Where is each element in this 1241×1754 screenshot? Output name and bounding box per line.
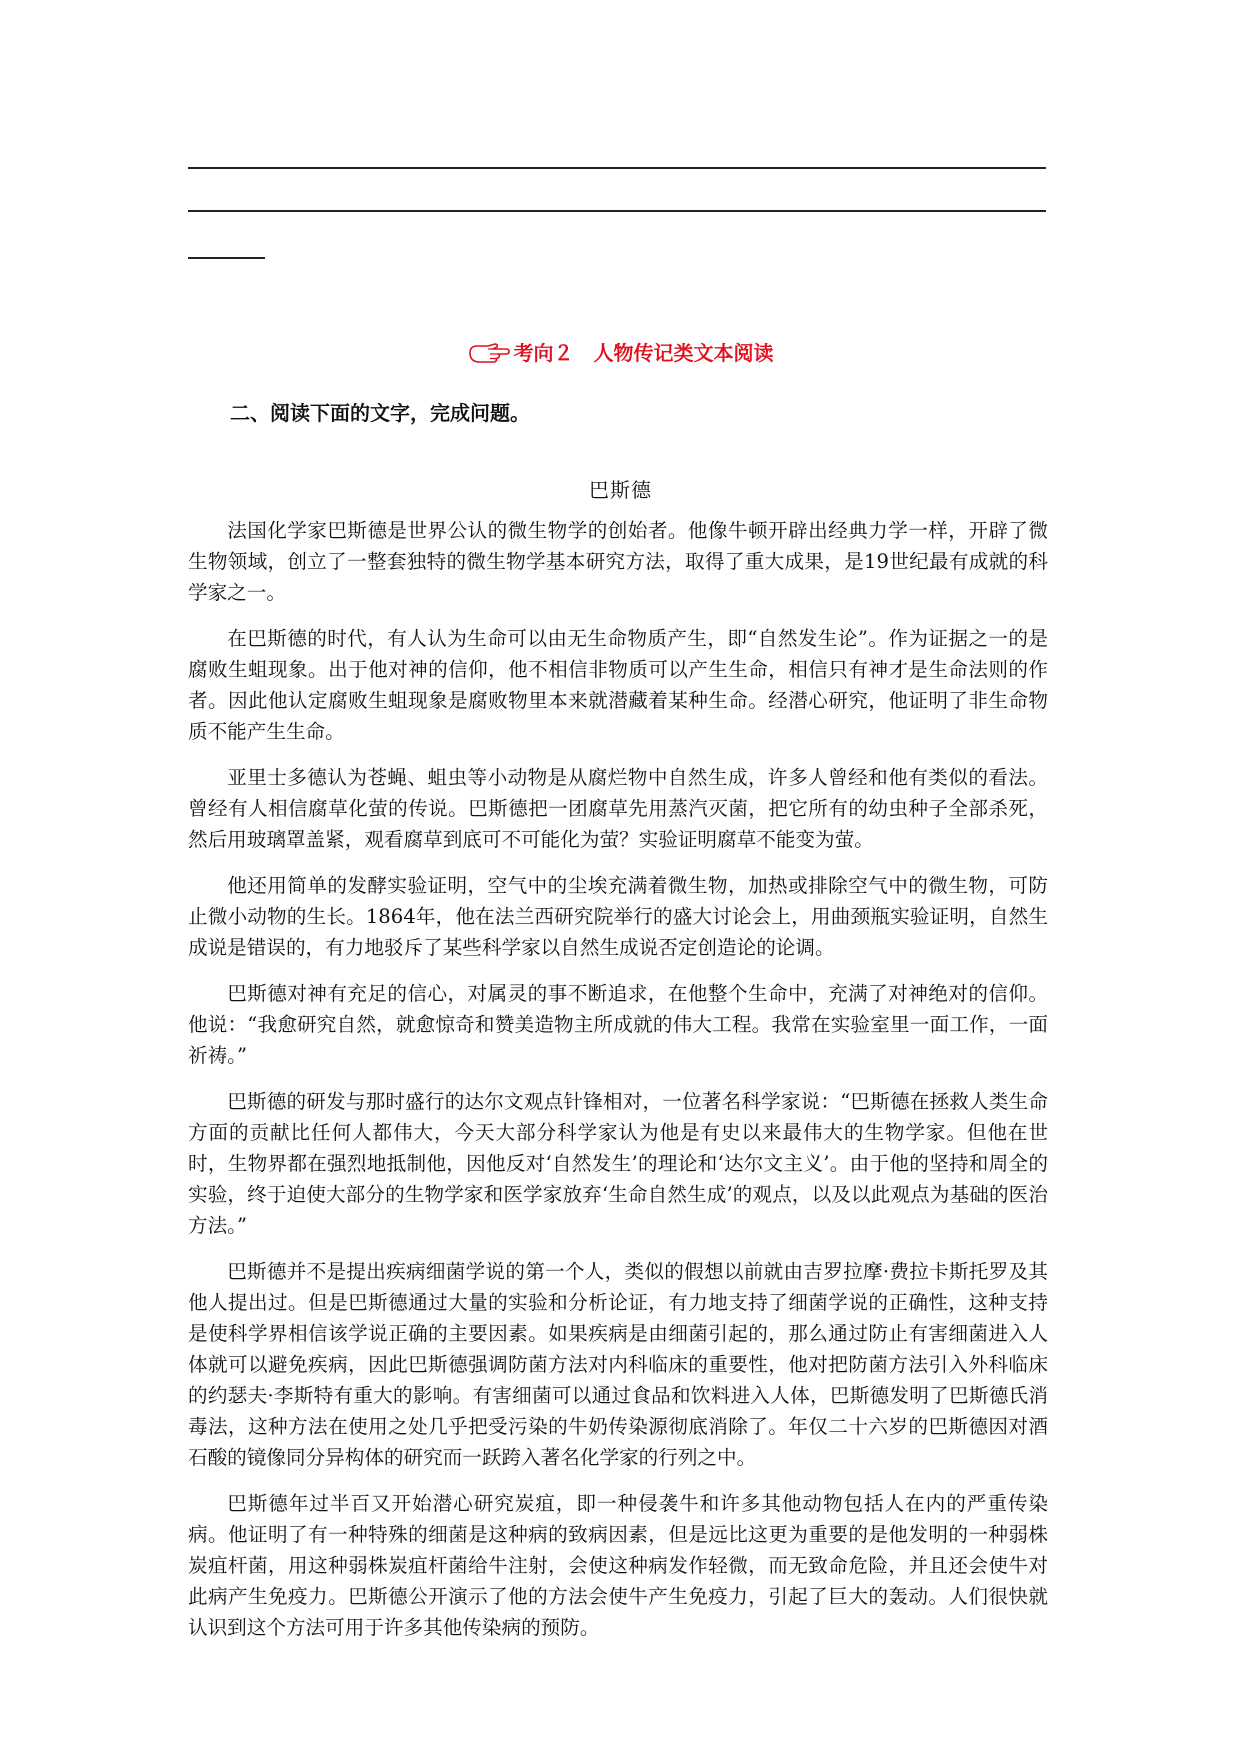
article-paragraph: 他还用简单的发酵实验证明，空气中的尘埃充满着微生物，加热或排除空气中的微生物，可防止微小动物的生长。1864年，他在法兰西研究院举行的盛大讨论会上，用曲颈瓶实验证明，自然生成说是错误的，有力地驳斥了某些科学家以自然生成说否定创造论的论调。 bbox=[188, 874, 1048, 959]
answer-blank-line[interactable] bbox=[188, 210, 1046, 212]
article-paragraph: 亚里士多德认为苍蝇、蛆虫等小动物是从腐烂物中自然生成，许多人曾经和他有类似的看法。曾经有人相信腐草化萤的传说。巴斯德把一团腐草先用蒸汽灭菌，把它所有的幼虫种子全部杀死，然后用玻璃罩盖紧，观看腐草到底可不可能化为萤？实验证明腐草不能变为萤。 bbox=[188, 766, 1048, 851]
pointing-hand-icon bbox=[468, 341, 510, 368]
article-body bbox=[188, 515, 1048, 1658]
article-paragraph: 巴斯德并不是提出疾病细菌学说的第一个人，类似的假想以前就由吉罗拉摩·费拉卡斯托罗及其他人提出过。但是巴斯德通过大量的实验和分析论证，有力地支持了细菌学说的正确性，这种支持是使科学界相信该学说正确的主要因素。如果疾病是由细菌引起的，那么通过防止有害细菌进入人体就可以避免疾病，因此巴斯德强调防菌方法对内科临床的重要性，他对把防菌方法引入外科临床的约瑟夫·李斯特有重大的影响。有害细菌可以通过食品和饮料进入人体，巴斯德发明了巴斯德氏消毒法，这种方法在使用之处几乎把受污染的牛奶传染源彻底消除了。年仅二十六岁的巴斯德因对酒石酸的镜像同分异构体的研究而一跃跨入著名化学家的行列之中。 bbox=[188, 1260, 1048, 1469]
article-paragraph: 巴斯德的研发与那时盛行的达尔文观点针锋相对，一位著名科学家说：“巴斯德在拯救人类生命方面的贡献比任何人都伟大，今天大部分科学家认为他是有史以来最伟大的生物学家。但他在世时，生物界都在强烈地抵制他，因他反对‘自然发生’的理论和‘达尔文主义’。由于他的坚持和周全的实验，终于迫使大部分的生物学家和医学家放弃‘生命自然生成’的观点，以及以此观点为基础的医治方法。” bbox=[188, 1090, 1048, 1237]
section-header bbox=[0, 337, 1241, 368]
article-paragraph: 在巴斯德的时代，有人认为生命可以由无生命物质产生，即“自然发生论”。作为证据之一的是腐败生蛆现象。出于他对神的信仰，他不相信非物质可以产生生命，相信只有神才是生命法则的作者。因此他认定腐败生蛆现象是腐败物里本来就潜藏着某种生命。经潜心研究，他证明了非生命物质不能产生生命。 bbox=[188, 627, 1048, 743]
answer-blank-line[interactable] bbox=[188, 167, 1046, 169]
answer-blank-line[interactable] bbox=[188, 257, 265, 259]
article-title: 巴斯德 bbox=[589, 478, 652, 502]
section-header-label: 考向２ 人物传记类文本阅读 bbox=[513, 341, 774, 365]
article-paragraph: 巴斯德年过半百又开始潜心研究炭疽，即一种侵袭牛和许多其他动物包括人在内的严重传染病。他证明了有一种特殊的细菌是这种病的致病因素，但是远比这更为重要的是他发明的一种弱株炭疽杆菌，用这种弱株炭疽杆菌给牛注射，会使这种病发作轻微，而无致命危险，并且还会使牛对此病产生免疫力。巴斯德公开演示了他的方法会使牛产生免疫力，引起了巨大的轰动。人们很快就认识到这个方法可用于许多其他传染病的预防。 bbox=[188, 1492, 1048, 1639]
question-title: 二、阅读下面的文字，完成问题。 bbox=[230, 401, 530, 425]
article-paragraph: 法国化学家巴斯德是世界公认的微生物学的创始者。他像牛顿开辟出经典力学一样，开辟了微生物领域，创立了一整套独特的微生物学基本研究方法，取得了重大成果，是19世纪最有成就的科学家之一。 bbox=[188, 519, 1048, 604]
article-paragraph: 巴斯德对神有充足的信心，对属灵的事不断追求，在他整个生命中，充满了对神绝对的信仰。他说：“我愈研究自然，就愈惊奇和赞美造物主所成就的伟大工程。我常在实验室里一面工作，一面祈祷。” bbox=[188, 982, 1048, 1067]
